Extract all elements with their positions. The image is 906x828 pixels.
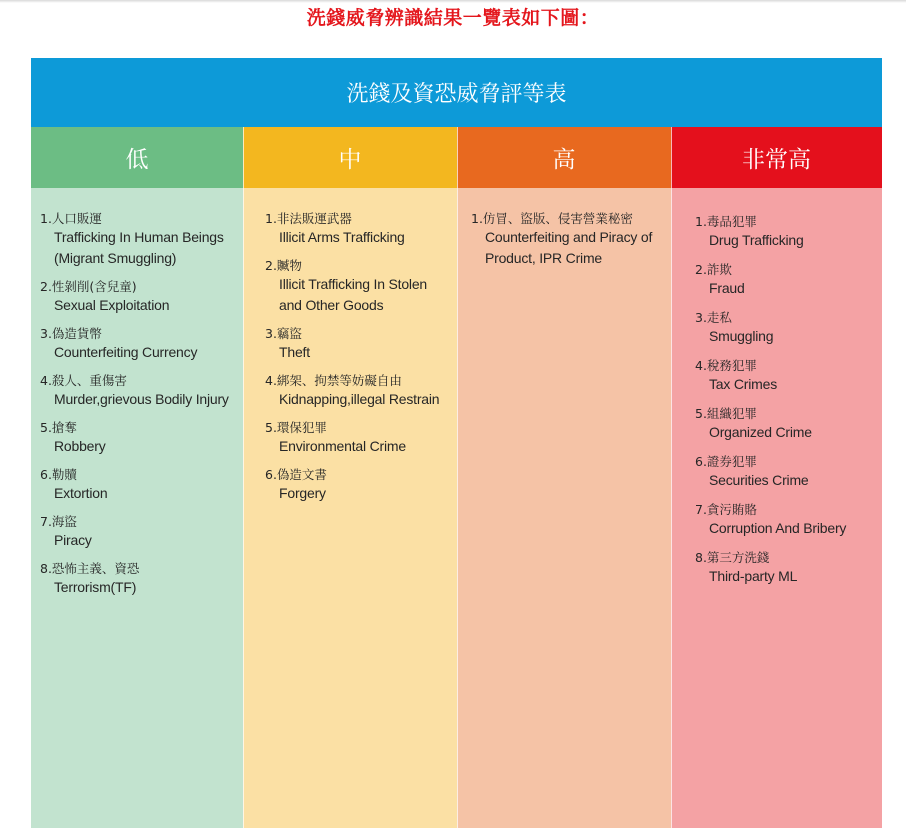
column-very-high — [671, 127, 882, 828]
list-item — [40, 210, 243, 269]
column-divider — [457, 127, 458, 828]
list-item — [40, 560, 243, 598]
item-en: Illicit Trafficking In Stolen and Other Goods — [279, 276, 428, 313]
item-en: Theft — [279, 344, 310, 360]
item-zh: 3.竊盜 — [265, 326, 302, 341]
item-zh: 6.證券犯罪 — [695, 454, 757, 469]
threat-list-low — [31, 188, 243, 598]
list-item — [40, 278, 243, 316]
page-heading: 洗錢威脅辨識結果一覽表如下圖： — [306, 7, 600, 29]
item-zh: 1.非法販運武器 — [265, 211, 352, 226]
item-zh: 2.贓物 — [265, 258, 302, 273]
item-en: Kidnapping,illegal Restrain — [279, 391, 440, 407]
column-header-very-high: 非常高 — [671, 127, 882, 188]
item-zh: 5.搶奪 — [40, 420, 77, 435]
top-divider — [0, 0, 906, 3]
list-item — [40, 419, 243, 457]
column-divider — [243, 127, 244, 828]
list-item — [265, 210, 457, 248]
item-en: Tax Crimes — [709, 376, 778, 392]
column-high — [457, 127, 671, 828]
item-en: Fraud — [709, 280, 745, 296]
list-item — [265, 325, 457, 363]
list-item — [695, 405, 882, 443]
item-zh: 5.環保犯罪 — [265, 420, 327, 435]
list-item — [695, 213, 882, 251]
list-item — [40, 372, 243, 410]
list-item — [471, 210, 671, 269]
list-item — [695, 549, 882, 587]
item-en: Illicit Arms Trafficking — [279, 229, 405, 245]
list-item — [695, 357, 882, 395]
item-en: Forgery — [279, 485, 326, 501]
item-zh: 8.恐怖主義、資恐 — [40, 561, 140, 576]
item-zh: 8.第三方洗錢 — [695, 550, 770, 565]
threat-list-very-high — [671, 188, 882, 587]
item-en: Securities Crime — [709, 472, 809, 488]
item-en: Drug Trafficking — [709, 232, 804, 248]
item-zh: 7.貪污賄賂 — [695, 502, 757, 517]
item-en: Piracy — [54, 532, 92, 548]
list-item — [265, 372, 457, 410]
item-en: Counterfeiting and Piracy of Product, IPR Crime — [485, 229, 653, 266]
column-header-high: 高 — [457, 127, 671, 188]
item-en: Counterfeiting Currency — [54, 344, 198, 360]
item-zh: 4.稅務犯罪 — [695, 358, 757, 373]
item-en: Third-party ML — [709, 568, 798, 584]
list-item — [40, 466, 243, 504]
column-low — [31, 127, 243, 828]
threat-list-high — [457, 188, 671, 269]
item-zh: 4.殺人、重傷害 — [40, 373, 127, 388]
list-item — [695, 453, 882, 491]
threat-list-medium — [243, 188, 457, 504]
list-item — [40, 513, 243, 551]
item-zh: 1.毒品犯罪 — [695, 214, 757, 229]
item-zh: 3.偽造貨幣 — [40, 326, 102, 341]
item-zh: 3.走私 — [695, 310, 732, 325]
item-en: Robbery — [54, 438, 106, 454]
item-zh: 5.組織犯罪 — [695, 406, 757, 421]
column-divider — [671, 127, 672, 828]
item-en: Trafficking In Human Beings (Migrant Smuggling) — [54, 229, 224, 266]
list-item — [695, 309, 882, 347]
threat-rating-table — [31, 58, 882, 828]
list-item — [40, 325, 243, 363]
list-item — [265, 466, 457, 504]
item-en: Extortion — [54, 485, 108, 501]
item-zh: 7.海盜 — [40, 514, 77, 529]
item-en: Sexual Exploitation — [54, 297, 170, 313]
item-zh: 1.仿冒、盜版、侵害營業秘密 — [471, 211, 633, 226]
column-header-low: 低 — [31, 127, 243, 188]
item-zh: 4.綁架、拘禁等妨礙自由 — [265, 373, 402, 388]
item-en: Murder,grievous Bodily Injury — [54, 391, 229, 407]
list-item — [695, 501, 882, 539]
list-item — [265, 419, 457, 457]
column-header-medium: 中 — [243, 127, 457, 188]
item-zh: 2.性剝削(含兒童) — [40, 279, 137, 294]
item-zh: 1.人口販運 — [40, 211, 102, 226]
item-en: Environmental Crime — [279, 438, 406, 454]
item-en: Corruption And Bribery — [709, 520, 847, 536]
list-item — [265, 257, 457, 316]
list-item — [695, 261, 882, 299]
item-zh: 2.詐欺 — [695, 262, 732, 277]
item-en: Terrorism(TF) — [54, 579, 137, 595]
table-title: 洗錢及資恐威脅評等表 — [31, 58, 882, 127]
item-zh: 6.勒贖 — [40, 467, 77, 482]
item-en: Organized Crime — [709, 424, 812, 440]
column-medium — [243, 127, 457, 828]
item-zh: 6.偽造文書 — [265, 467, 327, 482]
item-en: Smuggling — [709, 328, 774, 344]
